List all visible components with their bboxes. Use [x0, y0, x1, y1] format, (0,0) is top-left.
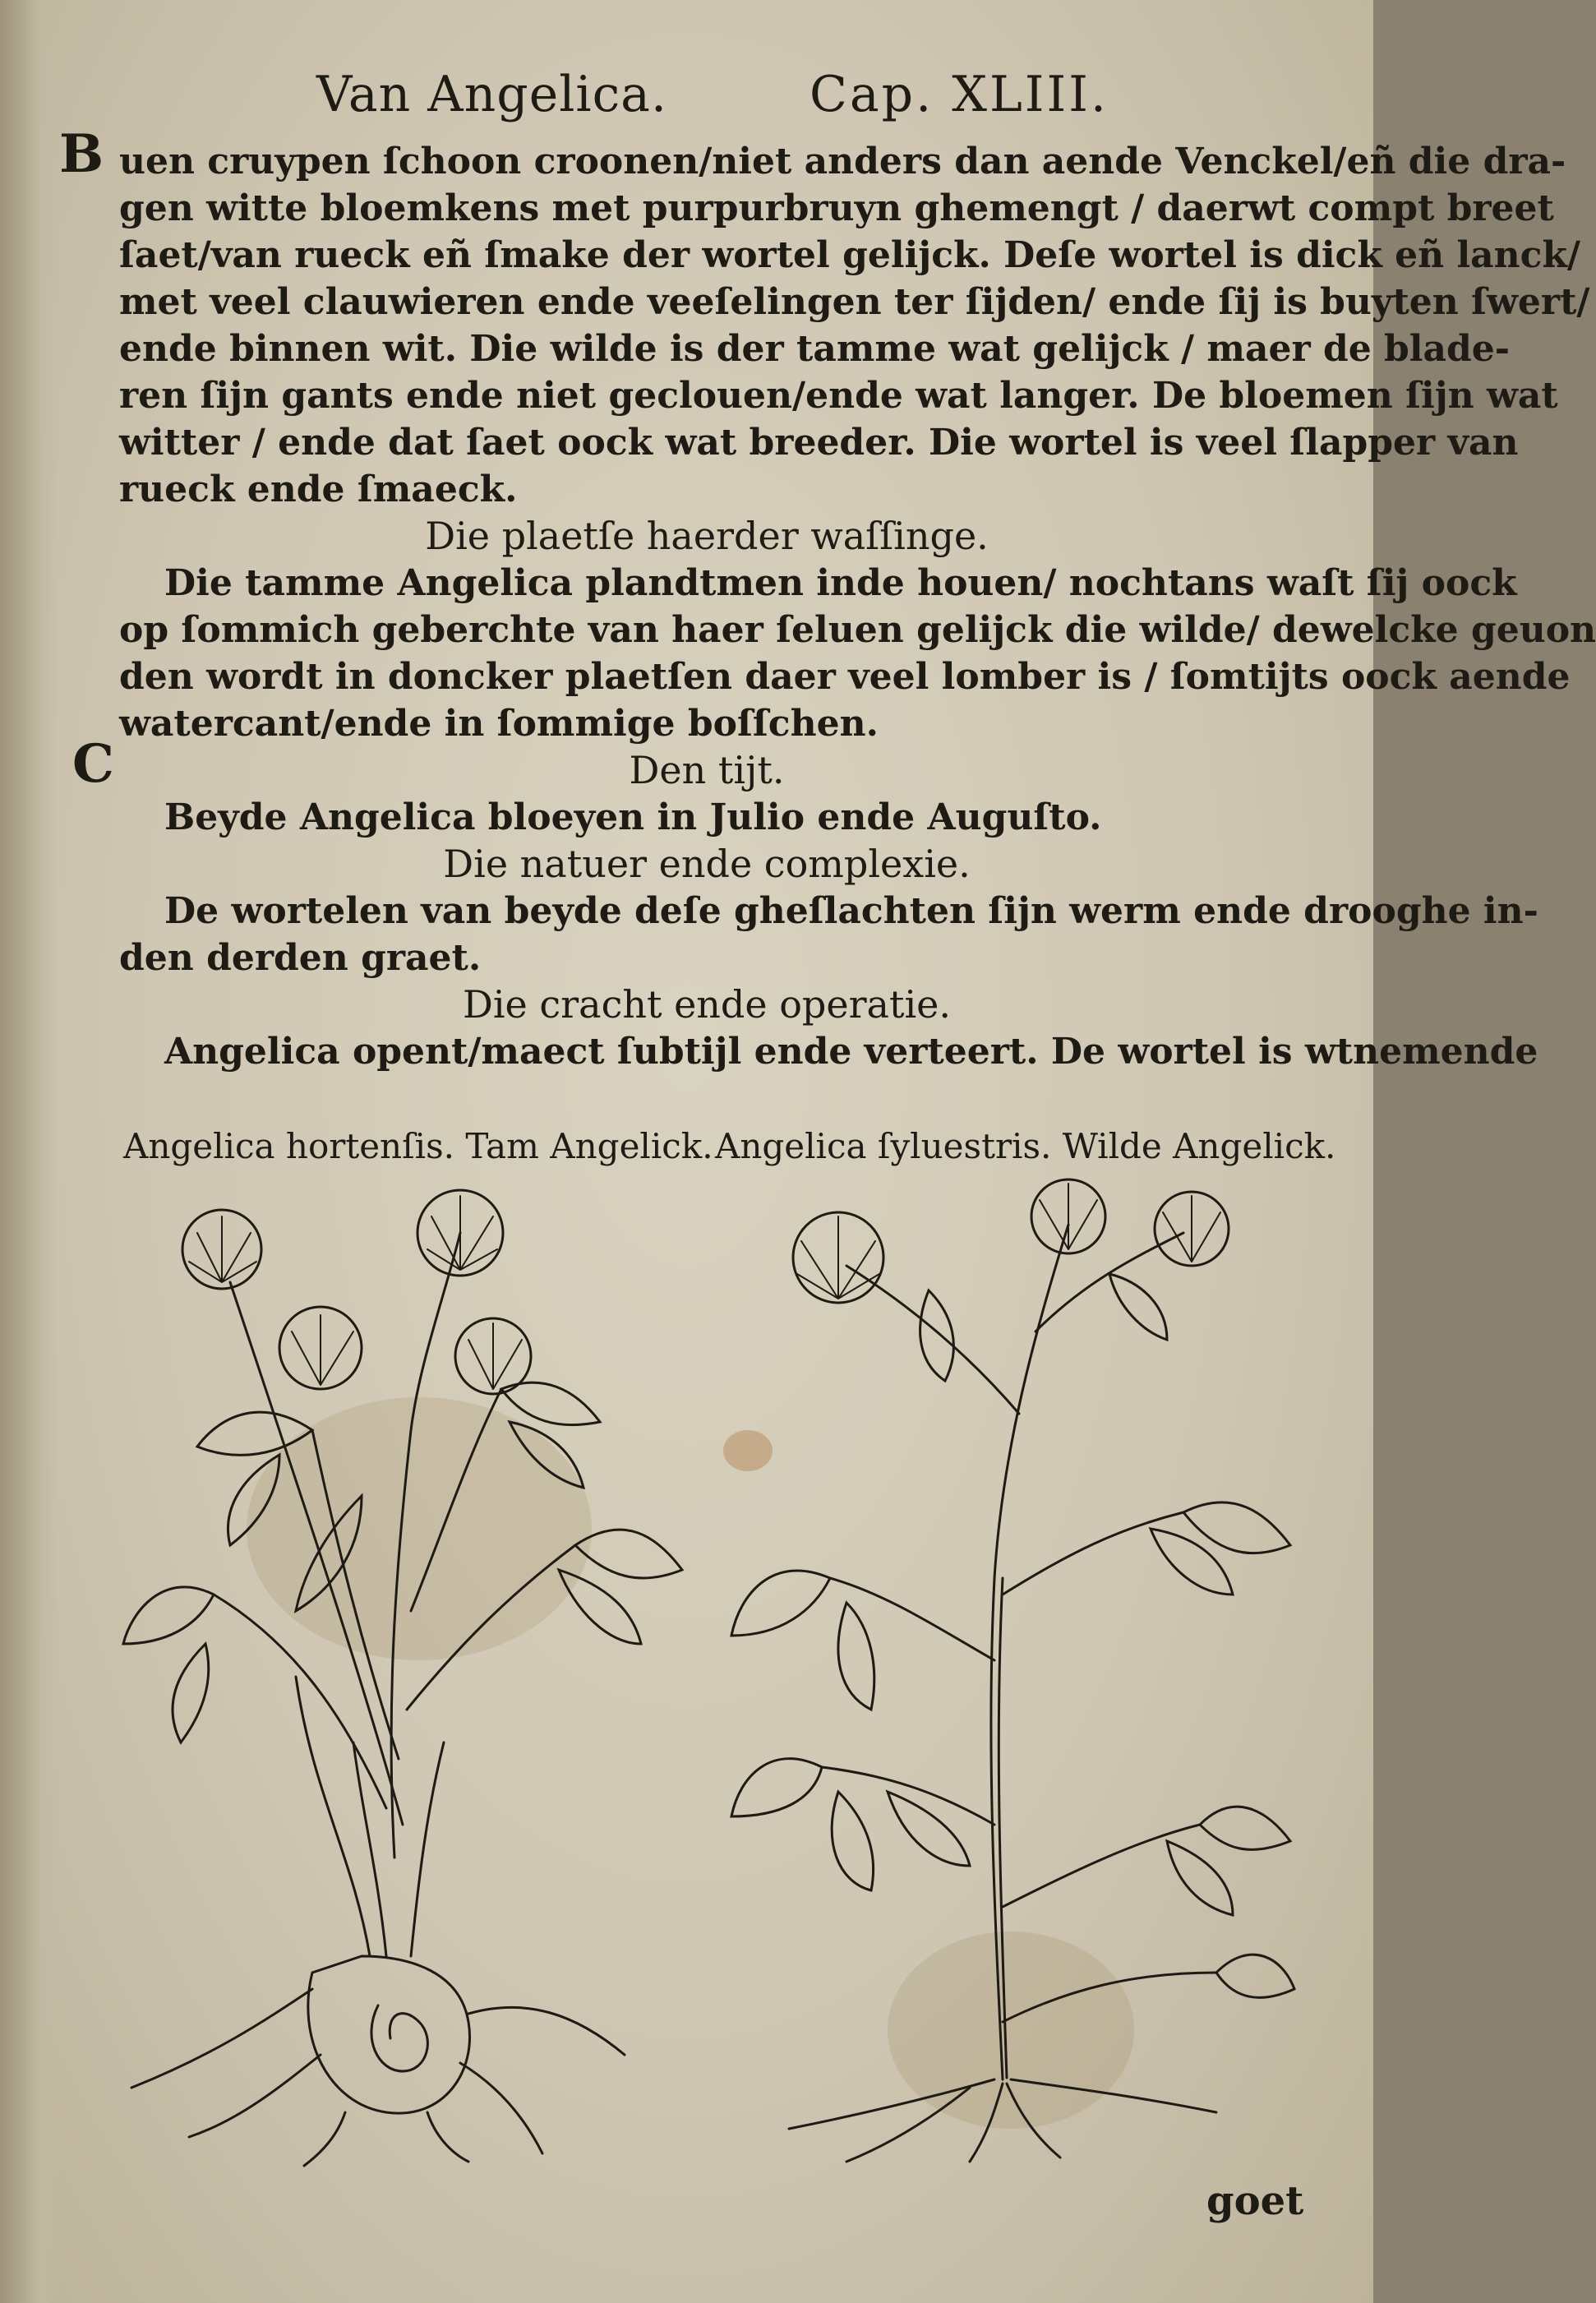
section-heading-time: Den tijt.	[629, 748, 785, 792]
margin-letter-c: C	[72, 733, 114, 795]
catchword: goet	[1206, 2178, 1304, 2224]
section-heading-place: Die plaetſe haerder waſſinge.	[425, 514, 989, 558]
running-header	[0, 66, 1373, 132]
text-line: den wordt in doncker plaetſen daer veel lomber is / ſomtijts oock aende	[119, 656, 1571, 698]
text-line: De wortelen van beyde deſe gheſlachten ſijn werm ende drooghe in-	[164, 890, 1538, 932]
text-line: witter / ende dat ſaet oock wat breeder. Die wortel is veel ſlapper van	[119, 422, 1519, 464]
text-line: ren ſijn gants ende niet geclouen/ende wat langer. De bloemen ſijn wat	[119, 375, 1558, 417]
body-text	[119, 138, 1596, 1075]
text-line: watercant/ende in ſommige boſſchen.	[119, 703, 879, 745]
margin-letter-b: B	[59, 123, 104, 185]
header-title: Van Angelica.	[316, 66, 668, 123]
text-line: ſaet/van rueck eñ ſmake der wortel gelijck. Deſe wortel is dick eñ lanck/	[119, 234, 1581, 276]
chapter-number: Cap. XLIII.	[810, 66, 1109, 123]
caption-angelica-sylvestris: Angelica ſyluestris. Wilde Angelick.	[715, 1126, 1336, 1166]
text-line: Angelica opent/maect ſubtijl ende verteert. De wortel is wtnemende	[164, 1031, 1538, 1073]
text-line: Die tamme Angelica plandtmen inde houen/ nochtans waſt ſij oock	[164, 562, 1517, 604]
caption-angelica-hortensis: Angelica hortenſis. Tam Angelick.	[123, 1126, 713, 1166]
text-line: gen witte bloemkens met purpurbruyn ghemengt / daerwt compt breet	[119, 187, 1554, 229]
woodcut-angelica-hortensis	[115, 1184, 690, 2170]
text-line: ende binnen wit. Die wilde is der tamme wat gelijck / maer de blade-	[119, 328, 1511, 370]
text-line: uen cruypen ſchoon croonen/niet anders dan aende Venckel/eñ die dra-	[119, 141, 1566, 182]
section-heading-nature: Die natuer ende complexie.	[443, 842, 971, 886]
text-line: rueck ende ſmaeck.	[119, 468, 518, 510]
text-line: Beyde Angelica bloeyen in Julio ende Auguſto.	[164, 796, 1102, 838]
section-heading-power: Die cracht ende operatie.	[462, 982, 952, 1027]
woodcut-angelica-sylvestris	[723, 1167, 1298, 2170]
text-line: op ſommich geberchte van haer ſeluen gelijck die wilde/ dewelcke geuon	[119, 609, 1596, 651]
text-line: den derden graet.	[119, 937, 482, 979]
text-line: met veel clauwieren ende veeſelingen ter ſijden/ ende ſij is buyten ſwert/	[119, 281, 1590, 323]
